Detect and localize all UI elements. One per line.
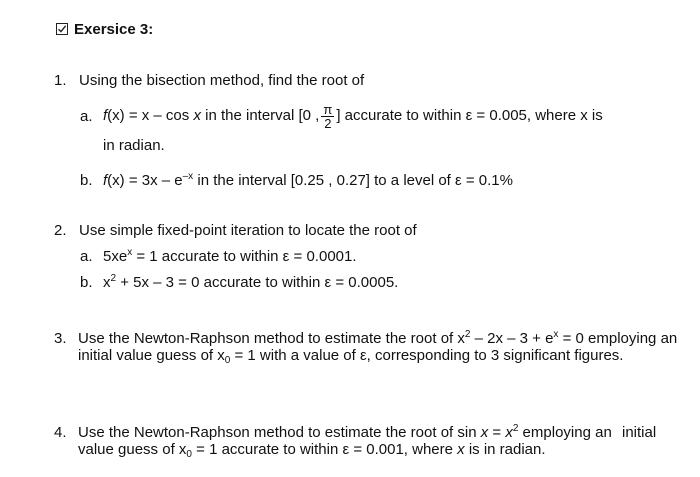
q2a-label: a. (80, 248, 93, 265)
q2a-rest: = 1 accurate to within ε = 0.0001. (132, 248, 357, 265)
q3-sub: 0 (224, 355, 231, 366)
q3-line2-post: = 1 with a value of ε, corresponding to 3 significant figures. (230, 347, 624, 364)
exercise-title: Exersice 3: (74, 21, 154, 38)
q2a-pre: 5xe (103, 248, 128, 265)
q4-line2 (78, 441, 546, 459)
q3-exp2: x (553, 329, 559, 340)
q2b-text (103, 274, 398, 292)
q2a-text (103, 248, 357, 266)
q4-number: 4. (54, 424, 67, 441)
q2-number: 2. (54, 222, 67, 239)
q1-text: Using the bisection method, find the root of (79, 72, 365, 89)
q1a-def: (x) = x – cos (107, 107, 194, 124)
q1b-exp: –x (182, 171, 194, 182)
q4-x2: x (505, 424, 513, 441)
q1-number: 1. (54, 72, 67, 89)
q3-line1-post: = 0 employing an (558, 330, 678, 347)
q3-line1 (78, 330, 677, 348)
q3-line1-pre: Use the Newton-Raphson method to estimate the root of x (78, 330, 465, 347)
q2b-exp: 2 (110, 273, 117, 284)
q4-x: x (480, 424, 489, 441)
q2b-pre: x (103, 274, 111, 291)
q3-line2 (78, 347, 623, 365)
q4-sub: 0 (186, 449, 192, 460)
fraction-denominator: 2 (324, 115, 332, 131)
q2b-rest: + 5x – 3 = 0 accurate to within ε = 0.0005. (116, 274, 399, 291)
q4-line1 (78, 424, 612, 442)
q1b-rest: in the interval [0.25 , 0.27] to a level of ε = 0.1% (193, 172, 513, 189)
q4-line2-pre: value guess of x (78, 441, 187, 458)
q3-line2-pre: initial value guess of x (78, 347, 225, 364)
q2b-label: b. (80, 274, 93, 291)
pi-over-two-fraction (321, 103, 334, 130)
q1a-label: a. (80, 108, 93, 125)
q1b-def: (x) = 3x – e (107, 172, 183, 189)
q4-exp: 2 (512, 423, 519, 434)
q1a-interval-pre: in the interval [0 , (200, 107, 320, 124)
q4-line1-pre: Use the Newton-Raphson method to estimate the root of sin (78, 424, 481, 441)
q4-line1-post: employing an (518, 424, 612, 441)
q1a-fx: f (103, 107, 108, 124)
q3-number: 3. (54, 330, 67, 347)
q4-line2-mid: = 1 accurate to within ε = 0.001, where (191, 441, 458, 458)
q2-text: Use simple fixed-point iteration to locate the root of (79, 222, 417, 239)
q1a-x: x (193, 107, 201, 124)
q2a-exp: x (127, 247, 133, 258)
q4-line2-post: is in radian. (464, 441, 546, 458)
q3-exp1: 2 (464, 329, 471, 340)
q1a-interval-post: ] accurate to within ε = 0.005, where x is (336, 107, 603, 124)
q4-line2-x: x (457, 441, 465, 458)
q4-eq: = (488, 424, 506, 441)
q4-line1-tail: initial (622, 424, 657, 441)
q1a-cont: in radian. (103, 137, 165, 154)
q1b-text (103, 172, 513, 190)
q1b-label: b. (80, 172, 93, 189)
q3-line1-mid: – 2x – 3 + e (470, 330, 554, 347)
checkbox-checked-icon (56, 23, 68, 35)
q1b-fx: f (103, 172, 108, 189)
q1a-text (103, 100, 603, 132)
fraction-numerator: π (323, 101, 333, 117)
exercise-header (56, 21, 153, 39)
